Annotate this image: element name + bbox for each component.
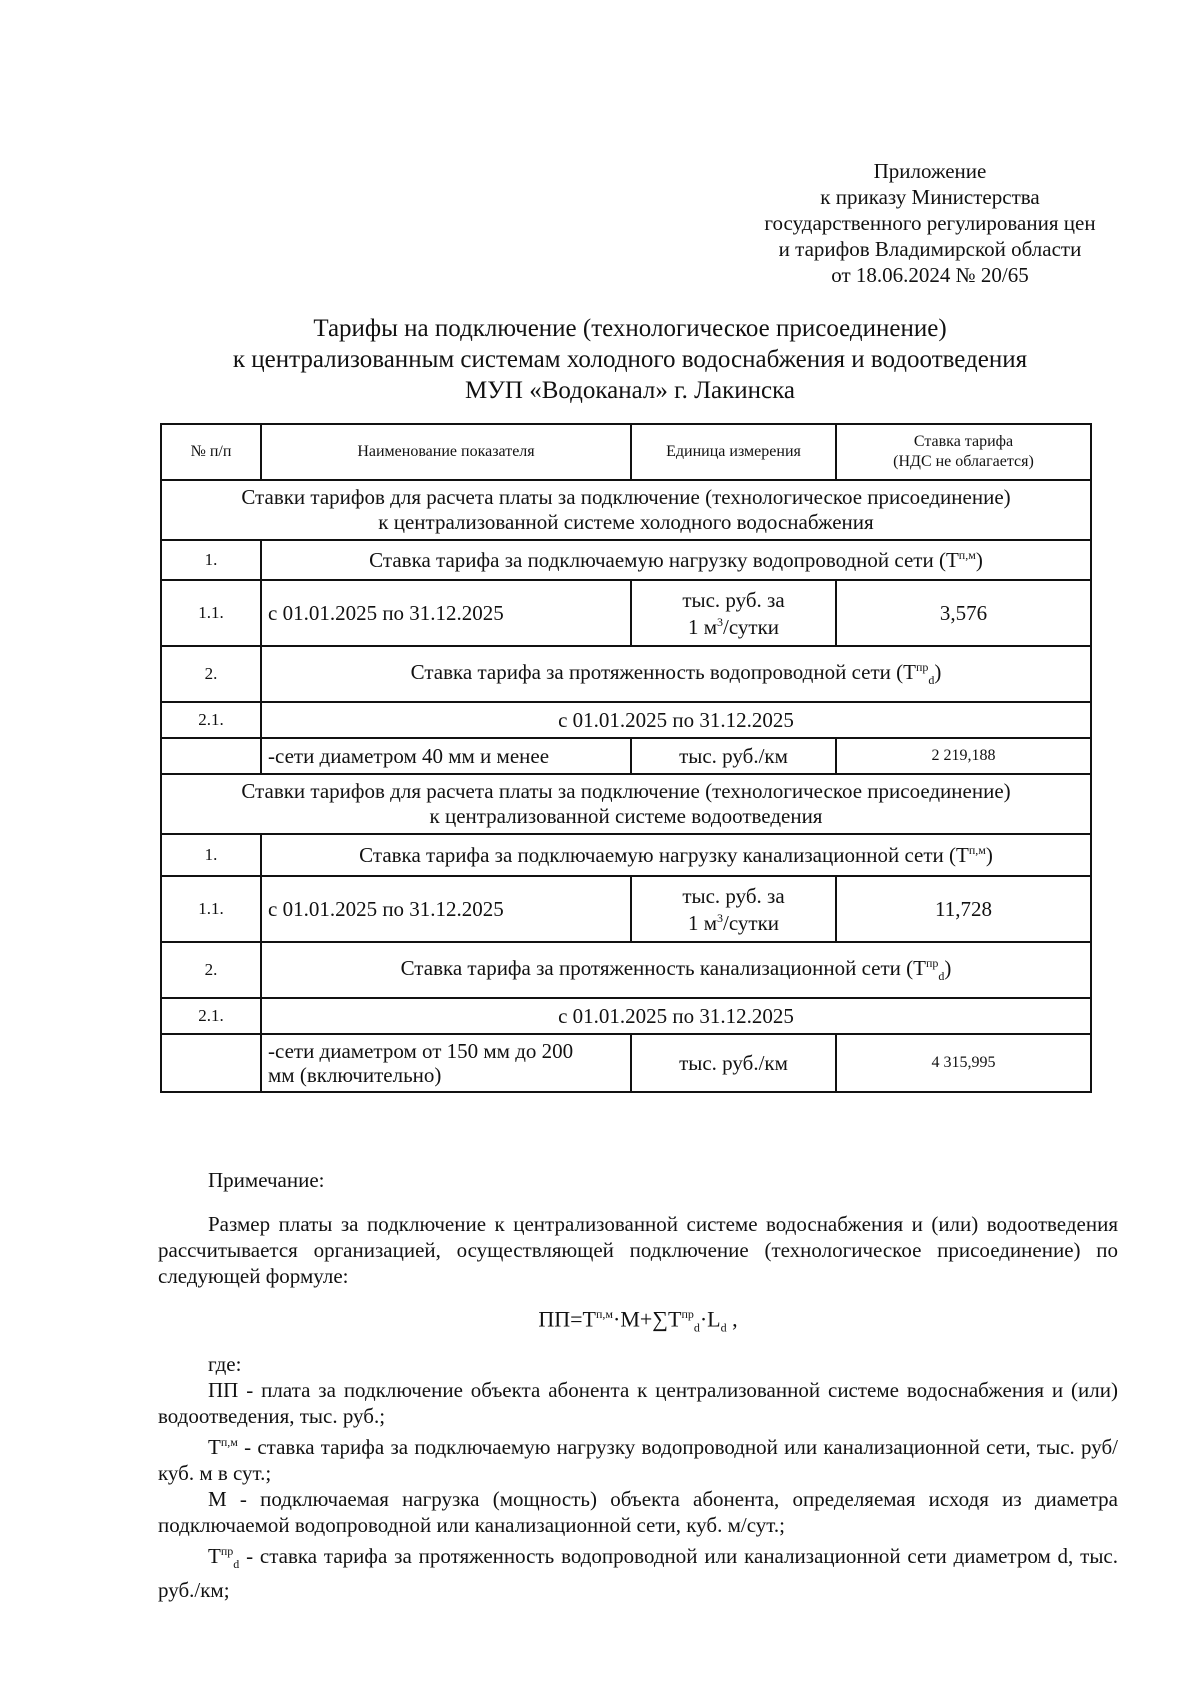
row-period: с 01.01.2025 по 31.12.2025: [261, 580, 631, 646]
row-period: с 01.01.2025 по 31.12.2025: [261, 998, 1091, 1034]
table-row: [161, 646, 1091, 702]
row-title: [261, 834, 1091, 876]
appendix-line: государственного регулирования цен: [764, 211, 1096, 235]
notes-where: где:: [208, 1351, 242, 1376]
row-title-close: ): [944, 955, 952, 980]
header-name: Наименование показателя: [261, 424, 631, 480]
table-row: [161, 998, 1091, 1034]
tariff-sup: пр: [925, 955, 939, 970]
definition-tpr: [158, 1538, 1118, 1603]
title-line: МУП «Водоканал» г. Лакинска: [464, 377, 796, 404]
header-rate-line: (НДС не облагается): [893, 453, 1034, 470]
row-num: 2.: [161, 942, 261, 998]
row-value: 3,576: [836, 580, 1091, 646]
table-row: [161, 876, 1091, 942]
appendix-header: [740, 158, 1120, 288]
section-row: [161, 480, 1091, 540]
header-rate: [836, 424, 1091, 480]
row-title-close: ): [975, 547, 983, 572]
section-line: к централизованной системе холодного водоснабжения: [378, 510, 874, 534]
table-row: [161, 580, 1091, 646]
row-num: 1.1.: [161, 876, 261, 942]
notes-heading: Примечание:: [208, 1168, 325, 1192]
title-line: Тарифы на подключение (технологическое присоединение): [313, 315, 947, 342]
formula-sub: d: [693, 1320, 700, 1335]
def-text: - ставка тарифа за протяженность водопроводной или канализационной сети диаметром d, тыс. руб./км;: [158, 1543, 1118, 1602]
formula-part: ,: [726, 1306, 738, 1332]
table-row: [161, 540, 1091, 580]
unit-line: [638, 611, 829, 638]
appendix-line: и тарифов Владимирской области: [778, 237, 1082, 261]
appendix-line: к приказу Министерства: [820, 185, 1040, 209]
definition-m: М - подключаемая нагрузка (мощность) объекта абонента, определяемая исходя из диаметра подключаемой водопроводной или канализационной сети, куб. м/сут.;: [158, 1486, 1118, 1537]
section-line: Ставки тарифов для расчета платы за подключение (технологическое присоединение): [241, 779, 1011, 803]
row-num: 2.: [161, 646, 261, 702]
row-title-close: ): [934, 659, 942, 684]
row-title: [261, 646, 1091, 702]
def-sup: пр: [220, 1543, 234, 1558]
header-rate-line: Ставка тарифа: [913, 433, 1014, 450]
definition-pp: ПП - плата за подключение объекта абонента к централизованной системе водоснабжения и (или) водоотведения, тыс. руб.;: [158, 1377, 1118, 1428]
row-period: с 01.01.2025 по 31.12.2025: [261, 876, 631, 942]
unit-line: тыс. руб. за: [682, 587, 785, 612]
notes-paragraph: Размер платы за подключение к централизованной системе водоснабжения и (или) водоотведения рассчитывается организацией, осуществляющей подключение (технологическое присоединение) по следующей формуле:: [158, 1212, 1118, 1288]
row-unit: тыс. руб./км: [631, 738, 836, 774]
row-value: 11,728: [836, 876, 1091, 942]
row-title-text: Ставка тарифа за подключаемую нагрузку канализационной сети (Т: [359, 842, 969, 867]
table-row: [161, 702, 1091, 738]
def-text: - ставка тарифа за подключаемую нагрузку водопроводной или канализационной сети, тыс. руб/куб. м в сут.;: [158, 1434, 1118, 1485]
row-num: 1.1.: [161, 580, 261, 646]
tariff-sup: пр: [915, 659, 929, 674]
formula-sup: п,м: [596, 1307, 614, 1321]
row-name: [261, 1034, 631, 1092]
row-num: 1.: [161, 834, 261, 876]
tariff-sub: d: [938, 969, 945, 984]
appendix-line: Приложение: [873, 159, 987, 183]
table-row: [161, 738, 1091, 774]
header-unit: Единица измерения: [631, 424, 836, 480]
tariff-sub: d: [928, 673, 935, 688]
row-title: [261, 942, 1091, 998]
row-title-text: Ставка тарифа за подключаемую нагрузку водопроводной сети (Т: [369, 547, 959, 572]
notes-section: [158, 1167, 1118, 1603]
tariffs-table: [160, 423, 1092, 1093]
row-num: 1.: [161, 540, 261, 580]
unit-sup: 3: [717, 614, 724, 629]
row-name: -сети диаметром 40 мм и менее: [261, 738, 631, 774]
row-unit: [631, 876, 836, 942]
formula-sup: пр: [681, 1307, 694, 1321]
tariff-sup: п,м: [958, 547, 976, 562]
section-title: [161, 774, 1091, 834]
def-sup: п,м: [220, 1434, 238, 1449]
def-symbol: Т: [208, 1543, 221, 1568]
row-value: 4 315,995: [836, 1034, 1091, 1092]
row-name-line: -сети диаметром от 150 мм до 200: [268, 1039, 574, 1063]
table-row: [161, 942, 1091, 998]
row-unit: тыс. руб./км: [631, 1034, 836, 1092]
appendix-line: от 18.06.2024 № 20/65: [831, 263, 1029, 287]
row-title-text: Ставка тарифа за протяженность водопроводной сети (: [410, 659, 904, 684]
def-sub: d: [233, 1556, 240, 1571]
row-period: с 01.01.2025 по 31.12.2025: [261, 702, 1091, 738]
tariff-symbol: Т: [903, 659, 916, 684]
document-title: [150, 313, 1110, 406]
tariff-symbol: Т: [913, 955, 926, 980]
unit-sup: 3: [717, 910, 724, 925]
row-num: 2.1.: [161, 702, 261, 738]
definition-t: [158, 1429, 1118, 1486]
unit-tail: /сутки: [723, 614, 780, 639]
def-symbol: Т: [208, 1434, 221, 1459]
section-row: [161, 774, 1091, 834]
section-line: Ставки тарифов для расчета платы за подключение (технологическое присоединение): [241, 485, 1011, 509]
unit-line: [638, 907, 829, 934]
row-num-empty: [161, 738, 261, 774]
unit-text: 1 м: [687, 614, 718, 639]
table-header-row: [161, 424, 1091, 480]
formula-sub: d: [720, 1320, 727, 1335]
section-line: к централизованной системе водоотведения: [429, 804, 823, 828]
table-row: [161, 1034, 1091, 1092]
header-num: № п/п: [161, 424, 261, 480]
row-title-close: ): [985, 842, 993, 867]
title-line: к централизованным системам холодного водоснабжения и водоотведения: [232, 346, 1028, 373]
row-title: [261, 540, 1091, 580]
row-title-text: Ставка тарифа за протяженность канализационной сети (: [400, 955, 914, 980]
unit-line: тыс. руб. за: [682, 883, 785, 908]
formula-part: ·L: [699, 1306, 721, 1332]
formula-part: ·М+∑Т: [613, 1306, 682, 1332]
unit-text: 1 м: [687, 910, 718, 935]
formula-part: ПП=Т: [538, 1306, 596, 1332]
section-title: [161, 480, 1091, 540]
tariff-sup: п,м: [968, 842, 986, 857]
row-name-line: мм (включительно): [268, 1063, 442, 1087]
table-row: [161, 834, 1091, 876]
row-num: 2.1.: [161, 998, 261, 1034]
payment-formula: [158, 1301, 1118, 1341]
row-num-empty: [161, 1034, 261, 1092]
row-value: 2 219,188: [836, 738, 1091, 774]
unit-tail: /сутки: [723, 910, 780, 935]
row-unit: [631, 580, 836, 646]
